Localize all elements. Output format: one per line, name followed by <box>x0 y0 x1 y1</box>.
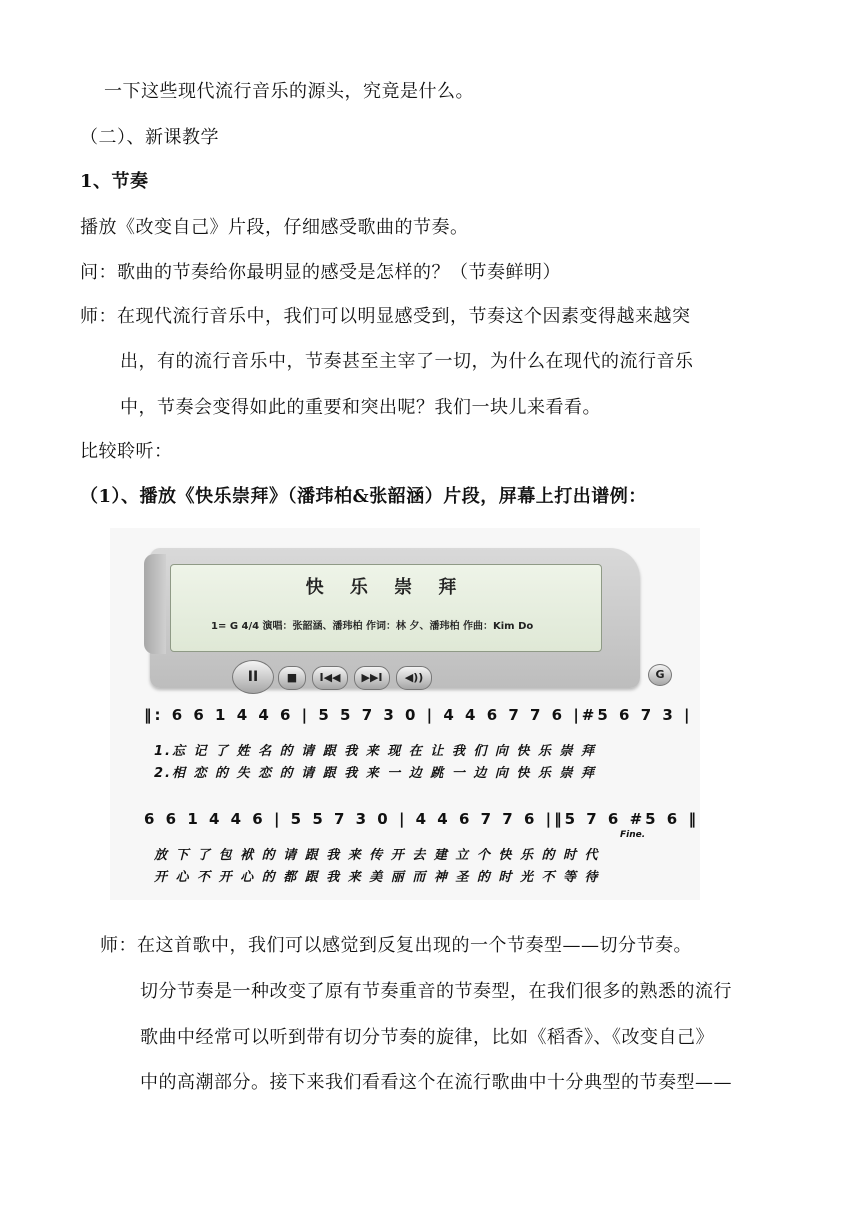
question-line: 问：歌曲的节奏给你最明显的感受是怎样的？（节奏鲜明） <box>80 262 561 283</box>
teacher-line-2: 出，有的流行音乐中，节奏甚至主宰了一切，为什么在现代的流行音乐 <box>120 351 694 372</box>
teacher-line-3: 中，节奏会变得如此的重要和突出呢？我们一块儿来看看。 <box>120 397 601 418</box>
lyric-row-2-verse-2: 开 心 不 开 心 的 都 跟 我 来 美 丽 而 神 圣 的 时 光 不 等 待 <box>154 870 600 885</box>
subsection-heading: 1、节奏 <box>80 171 149 192</box>
player-grip <box>144 554 166 654</box>
lyric-row-1-verse-2: 2.相 恋 的 失 恋 的 请 跟 我 来 一 边 跳 一 边 向 快 乐 崇 拜 <box>154 766 596 781</box>
text-line-4: 播放《改变自己》片段，仔细感受歌曲的节奏。 <box>80 217 469 238</box>
previous-button[interactable]: I◀◀ <box>312 666 348 690</box>
next-button[interactable]: ▶▶I <box>354 666 390 690</box>
score-figure <box>110 528 700 900</box>
lyric-row-2-verse-1: 放 下 了 包 袱 的 请 跟 我 来 传 开 去 建 立 个 快 乐 的 时 代 <box>154 848 600 863</box>
fine-marking: Fine. <box>620 830 646 840</box>
teacher-line-5: 切分节奏是一种改变了原有节奏重音的节奏型，在我们很多的熟悉的流行 <box>140 981 732 1002</box>
media-player <box>150 548 665 688</box>
stop-button[interactable]: ■ <box>278 666 306 690</box>
info-button[interactable]: G <box>648 664 672 686</box>
teacher-line-1: 师：在现代流行音乐中，我们可以明显感受到，节奏这个因素变得越来越突 <box>80 306 691 327</box>
score-notes-row-1: ‖: 6 6 1 4 4 6 | 5 5 7 3 0 | 4 4 6 7 7 6 |#5 6 7 3 | <box>144 706 693 724</box>
section-heading: （二）、新课教学 <box>80 127 219 148</box>
player-screen <box>170 564 602 652</box>
volume-button[interactable]: ◀)) <box>396 666 432 690</box>
score-notes-row-2: 6 6 1 4 4 6 | 5 5 7 3 0 | 4 4 6 7 7 6 |‖5 7 6 #5 6 ‖ <box>144 810 699 828</box>
teacher-line-7: 中的高潮部分。接下来我们看看这个在流行歌曲中十分典型的节奏型—— <box>140 1072 732 1093</box>
teacher-line-4: 师：在这首歌中，我们可以感觉到反复出现的一个节奏型——切分节奏。 <box>100 935 692 956</box>
text-line-1: 一下这些现代流行音乐的源头，究竟是什么。 <box>104 81 474 102</box>
pause-button[interactable]: II <box>232 660 274 694</box>
song-title: 快 乐 崇 拜 <box>305 577 467 598</box>
play-instruction: （1）、播放《快乐崇拜》（潘玮柏&张韶涵）片段，屏幕上打出谱例： <box>80 486 647 507</box>
lyric-row-1-verse-1: 1.忘 记 了 姓 名 的 请 跟 我 来 现 在 让 我 们 向 快 乐 崇 拜 <box>154 744 596 759</box>
teacher-line-6: 歌曲中经常可以听到带有切分节奏的旋律，比如《稻香》、《改变自己》 <box>140 1027 714 1048</box>
song-credits: 1= G 4/4 演唱：张韶涵、潘玮柏 作词：林 夕、潘玮柏 作曲：Kim Do <box>211 621 534 632</box>
compare-heading: 比较聆听： <box>80 441 173 462</box>
